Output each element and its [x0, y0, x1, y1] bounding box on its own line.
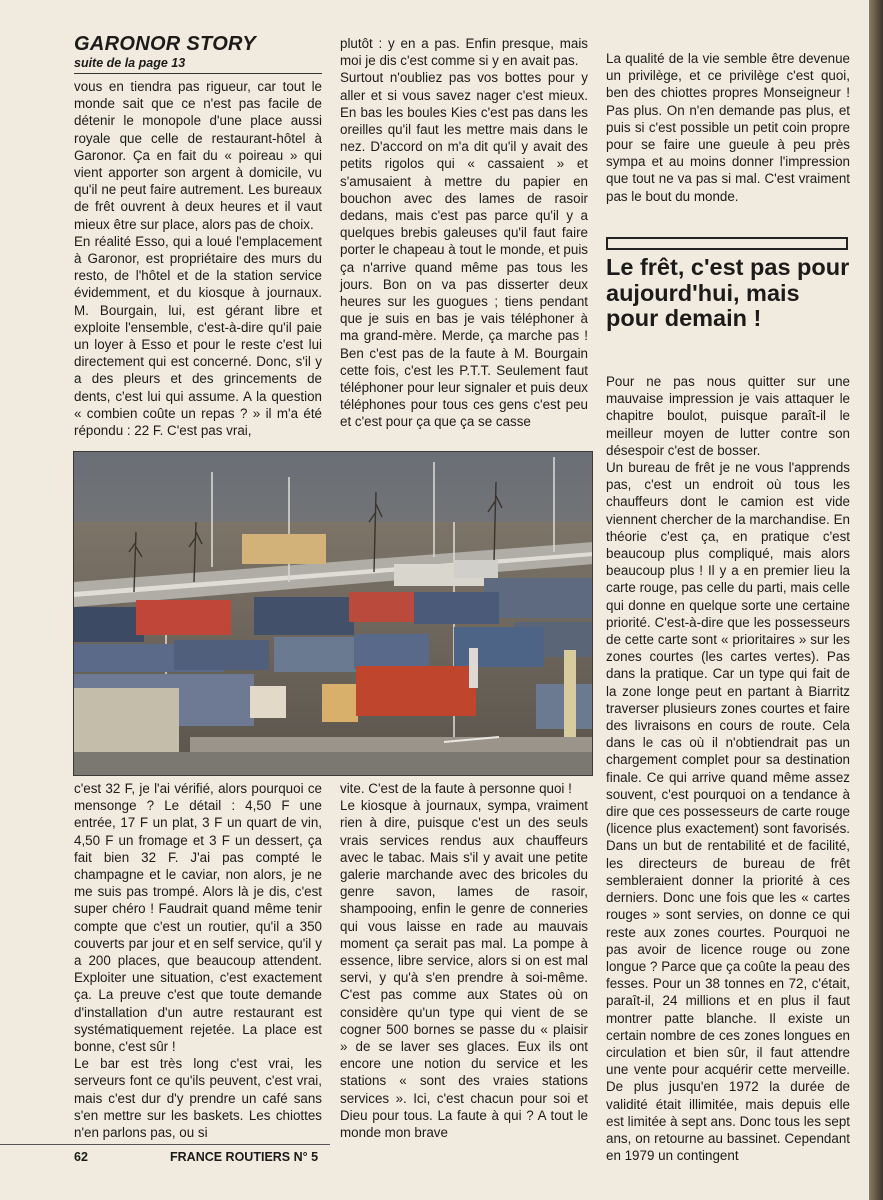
header-divider [74, 73, 322, 74]
column-3-top [606, 50, 850, 205]
column-1-bottom [74, 780, 322, 1141]
headline-box [606, 237, 848, 250]
footer-divider [0, 1144, 330, 1145]
paragraph: Pour ne pas nous quitter sur une mauvaise impression je vais attaquer le chapitre boulot, puisque paraît-il le meilleur moyen de lutter contre son désespoir c'est de bosser. [606, 374, 850, 458]
column-1-top [74, 78, 322, 439]
paragraph: Le bar est très long c'est vrai, les serveurs font ce qu'ils peuvent, c'est vrai, mais c'est dur d'y prendre un café sans s'en mettre sur les baskets. Les chiottes n'en parlons pas, ou si [74, 1056, 322, 1141]
paragraph: Le kiosque à journaux, sympa, vraiment rien à dire, puisque c'est un des seuls vrais services rendus aux chauffeurs avec le tabac. Mais s'il y avait une petite galerie marchande avec des bricoles du genre savon, lames de rasoir, shampooing, enfin le genre de conneries qui vous laisse en rade au mauvais moment ça serait pas mal. La pompe à essence, libre service, alors si on est mal servi, y qu'à s'en prendre à soi-même. C'est pas comme aux States où on considère qu'un type qui vient de se cogner 500 bornes se passe du « plaisir » de se laver ses glaces. Eux ils ont encore une notion du service et les stations « sont des vraies stations services ». Ici, c'est chacun pour soi et Dieu pour tous. La faute à qui ? A tout le monde mon brave [340, 798, 588, 1141]
section-title: GARONOR STORY [74, 33, 257, 55]
page-edge [869, 0, 883, 1200]
continuation-note: suite de la page 13 [74, 56, 186, 70]
paragraph: plutôt : y en a pas. Enfin presque, mais moi je dis c'est comme si y en avait pas. [340, 36, 588, 69]
magazine-name: FRANCE ROUTIERS N° 5 [170, 1150, 319, 1164]
page-number: 62 [74, 1150, 88, 1164]
paragraph: vite. C'est de la faute à personne quoi ! [340, 781, 572, 796]
truck-parking-photo [73, 451, 593, 776]
headline: Le frêt, c'est pas pour aujourd'hui, mais pour demain ! [606, 254, 850, 331]
column-3-bottom [606, 373, 850, 1164]
paragraph: Un bureau de frêt je ne vous l'apprends pas, c'est un endroit où tous les chauffeurs dont le camion est vide viennent chercher de la marchandise. En théorie c'est ça, en pratique c'est beaucoup plus compliqué, mais alors beaucoup plus ! Il y a en premier lieu la carte rouge, pas celle du parti, mais celle qui donne en quelque sorte une certaine priorité. C'est-à-dire que les possesseurs de cette carte sont « prioritaires » sur les zones courtes (les cartes vertes). Pas dans la pratique. Car un type qui fait de la zone longe peut en partant à Biarritz traverser plusieurs zones courtes et faire des livraisons en cours de route. Cela dans le cas où il n'obtiendrait pas un chargement complet pour sa destination finale. Ce qui arrive quand même assez souvent, c'est pourquoi on a tendance à dire que ces possesseurs de carte rouge (licence plus exactement) sont favorisés. Dans un but de rentabilité et de facilité, les directeurs de bureau de frêt sembleraient donner la priorité à ces derniers. Donc une fois que les « cartes rouges » sont servies, on donne ce qui reste aux zones courtes. Pourquoi ne pas avoir de licence rouge ou zone longue ? Parce que ça coûte la peau des fesses. Pour un 38 tonnes en 72, c'était, paraît-il, 24 millions et en plus il faut montrer patte blanche. Il existe un certain nombre de ces zones longues en circulation et bien sûr, il faut attendre une vente pour acquérir cette merveille. De plus jusqu'en 1972 la durée de validité était illimitée, mais depuis elle est limitée à sept ans. Donc tous les sept ans, on retourne au bassinet. Cependant en 1979 un contingent [606, 460, 850, 1164]
paragraph: En réalité Esso, qui a loué l'emplacement à Garonor, est propriétaire des murs du resto, de l'hôtel et de la station service évidemment, et du kiosque à journaux. M. Bourgain, lui, est gérant libre et exploite l'ensemble, c'est-à-dire qu'il paie un loyer à Esso et pour le reste c'est lui directement qui est concerné. Donc, s'il y a des pleurs et des grincements de dents, c'est lui qui assume. A la question « combien coûte un repas ? » il m'a été répondu : 22 F. C'est pas vrai, [74, 233, 322, 439]
paragraph: c'est 32 F, je l'ai vérifié, alors pourquoi ce mensonge ? Le détail : 4,50 F une entrée, 17 F un plat, 3 F un quart de vin, 4,50 F un fromage et 3 F un dessert, ça fait bien 32 F. J'ai pas compté le champagne et le caviar, non alors, je ne me suis pas trompé. Alors là je dis, c'est super chéro ! Faudrait quand même tenir compte que c'est un routier, qu'il a 350 couverts par jour et en self service, qu'il y a 200 places, que beaucoup attendent. Exploiter une situation, c'est exactement ça. La preuve c'est que toute demande d'installation d'un autre restaurant est systématiquement rejetée. La place est bonne, c'est sûr ! [74, 781, 322, 1055]
column-2-top [340, 35, 588, 431]
paragraph: La qualité de la vie semble être devenue un privilège, et ce privilège c'est quoi, ben des chiottes propres Monseigneur ! Pas plus. On n'en demande pas plus, et puis si c'est possible un petit coin propre pour se faire une gueule à peu près sympa et au moins donner l'impression que tout ne va pas si mal. C'est vraiment pas le bout du monde. [606, 51, 850, 204]
paragraph: vous en tiendra pas rigueur, car tout le monde sait que ce n'est pas facile de détenir le monopole d'une place aussi royale que celle de restaurant-hôtel à Garonor. Ça en fait du « poireau » qui vient apporter son argent à domicile, vu qu'il ne peut faire autrement. Les bureaux de frêt ouvrent à deux heures et il vaut mieux être sur place, alors pas de choix. [74, 79, 322, 232]
column-2-bottom [340, 780, 588, 1141]
paragraph: Surtout n'oubliez pas vos bottes pour y aller et si vous savez nager c'est mieux. En bas les boules Kies c'est pas dans les oreilles qu'il faut les mettre mais dans le nez. D'accord on m'a dit qu'il y avait des petits rigolos qui « cassaient » et s'amusaient à mettre du papier en bouchon avec des lames de rasoir dedans, mais c'est pas parce qu'il y a quelques brebis galeuses qu'il faut faire porter le chapeau à tout le monde, et puis ça n'arrive quand même pas tous les jours. Bon on va pas disserter deux heures sur les guogues ; tiens pendant que je suis en bas je vais téléphoner à ma grand-mère. Merde, ça marche pas ! Ben c'est pas de la faute à M. Bourgain cette fois, c'est les P.T.T. Seulement faut téléphoner pour leur signaler et puis deux téléphones pour tous ces gens c'est peu et c'est pour ça que ça se casse [340, 70, 588, 430]
